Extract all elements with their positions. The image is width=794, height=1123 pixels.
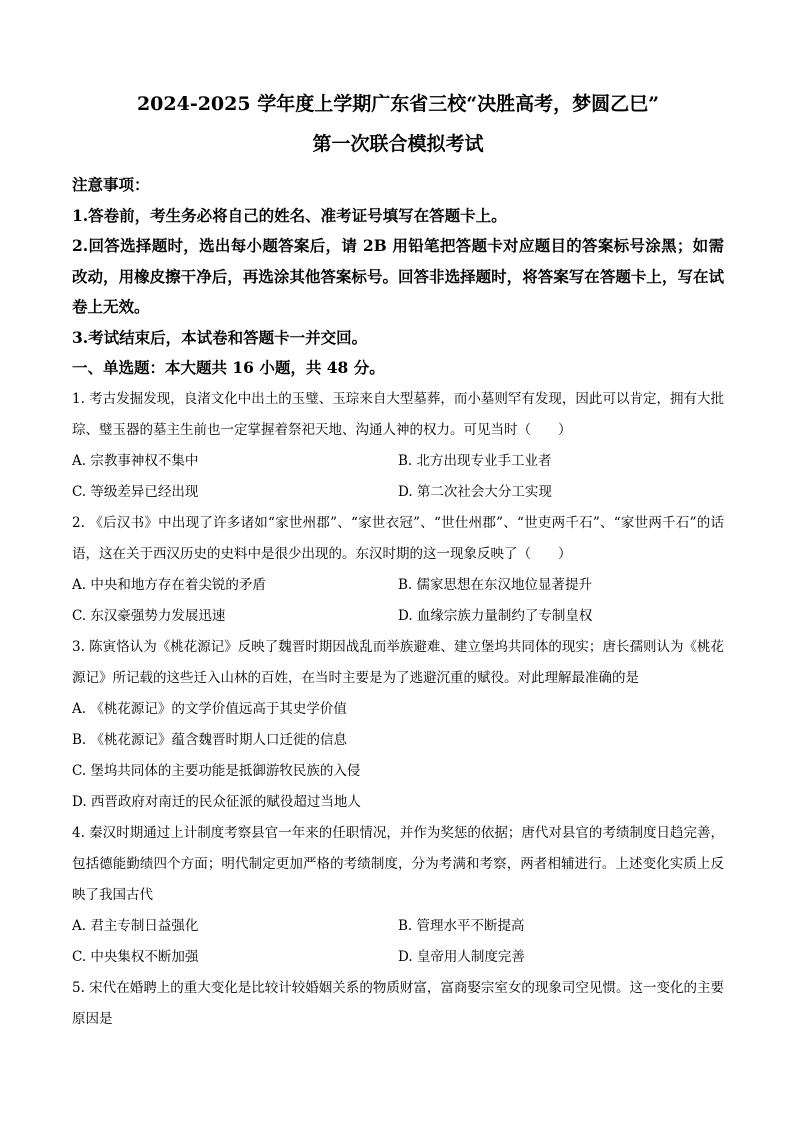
option-c: C. 中央集权不断加强: [72, 948, 199, 965]
option-c: C. 堡坞共同体的主要功能是抵御游牧民族的入侵: [72, 762, 361, 779]
options-row: [72, 911, 724, 942]
notice-item-1: 1.答卷前，考生务必将自己的姓名、准考证号填写在答题卡上。: [72, 205, 507, 225]
question-stem: 5. 宋代在婚聘上的重大变化是比较计较婚姻关系的物质财富，富商娶宗室女的现象司空见惯。这一变化的主要原因是: [72, 979, 724, 1027]
option-d: D. 第二次社会大分工实现: [398, 483, 552, 500]
option-a: A. 宗教事神权不集中: [72, 452, 199, 469]
question-4: [72, 818, 724, 973]
option-c: C. 东汉豪强势力发展迅速: [72, 607, 226, 624]
options-row: [72, 570, 724, 601]
exam-page: [72, 84, 724, 1035]
option-c: C. 等级差异已经出现: [72, 483, 199, 500]
notice-item-2: 2.回答选择题时，选出每小题答案后，请 2B 用铅笔把答题卡对应题目的答案标号涂黑；如需改动，用橡皮擦干净后，再选涂其他答案标号。回答非选择题时，将答案写在答题卡上，写在试卷上无效。: [72, 236, 724, 316]
question-stem: 4. 秦汉时期通过上计制度考察县官一年来的任职情况，并作为奖惩的依据；唐代对县官的考绩制度日趋完善，包括德能勤绩四个方面；明代制定更加严格的考绩制度，分为考满和考察，两者相辅进行。上述变化实质上反映了我国古代: [72, 824, 724, 903]
option-a: A. 君主专制日益强化: [72, 917, 199, 934]
option-d: D. 皇帝用人制度完善: [398, 948, 525, 965]
option-a: A. 中央和地方存在着尖锐的矛盾: [72, 576, 266, 593]
notice-item-3: 3.考试结束后，本试卷和答题卡一并交回。: [72, 327, 368, 347]
option-b: B. 管理水平不断提高: [398, 917, 525, 934]
question-5: [72, 973, 724, 1035]
options-row: [72, 477, 724, 508]
option-b: B. 《桃花源记》蕴含魏晋时期人口迁徙的信息: [72, 731, 348, 748]
options-row: [72, 601, 724, 632]
exam-title-line1: 2024-2025 学年度上学期广东省三校“决胜高考，梦圆乙巳”: [136, 93, 660, 115]
question-3: [72, 632, 724, 818]
question-2: [72, 508, 724, 632]
notice-heading: 注意事项：: [72, 175, 150, 194]
option-d: D. 血缘宗族力量制约了专制皇权: [398, 607, 593, 624]
option-a: A. 《桃花源记》的文学价值远高于其史学价值: [72, 700, 347, 717]
question-stem: 3. 陈寅恪认为《桃花源记》反映了魏晋时期因战乱而举族避难、建立堡坞共同体的现实；唐长孺则认为《桃花源记》所记载的这些迁入山林的百姓，在当时主要是为了逃避沉重的赋役。对此理解最准确的是: [72, 638, 724, 686]
question-1: [72, 384, 724, 508]
option-d: D. 西晋政府对南迁的民众征派的赋役超过当地人: [72, 793, 361, 810]
options-row: [72, 942, 724, 973]
options-row: [72, 446, 724, 477]
option-b: B. 北方出现专业手工业者: [398, 452, 552, 469]
question-stem: 1. 考古发掘发现，良渚文化中出土的玉璧、玉琮来自大型墓葬，而小墓则罕有发现，因此可以肯定，拥有大批琮、璧玉器的墓主生前也一定掌握着祭祀天地、沟通人神的权力。可见当时（ ）: [72, 390, 724, 438]
question-stem: 2. 《后汉书》中出现了许多诸如“家世州郡”、“家世衣冠”、“世仕州郡”、“世吏两千石”、“家世两千石”的话语，这在关于西汉历史的史料中是很少出现的。东汉时期的这一现象反映了（ ）: [72, 514, 724, 562]
exam-title-line2: 第一次联合模拟考试: [312, 133, 484, 155]
section-heading: 一、单选题：本大题共 16 小题，共 48 分。: [72, 358, 385, 377]
option-b: B. 儒家思想在东汉地位显著提升: [398, 576, 593, 593]
